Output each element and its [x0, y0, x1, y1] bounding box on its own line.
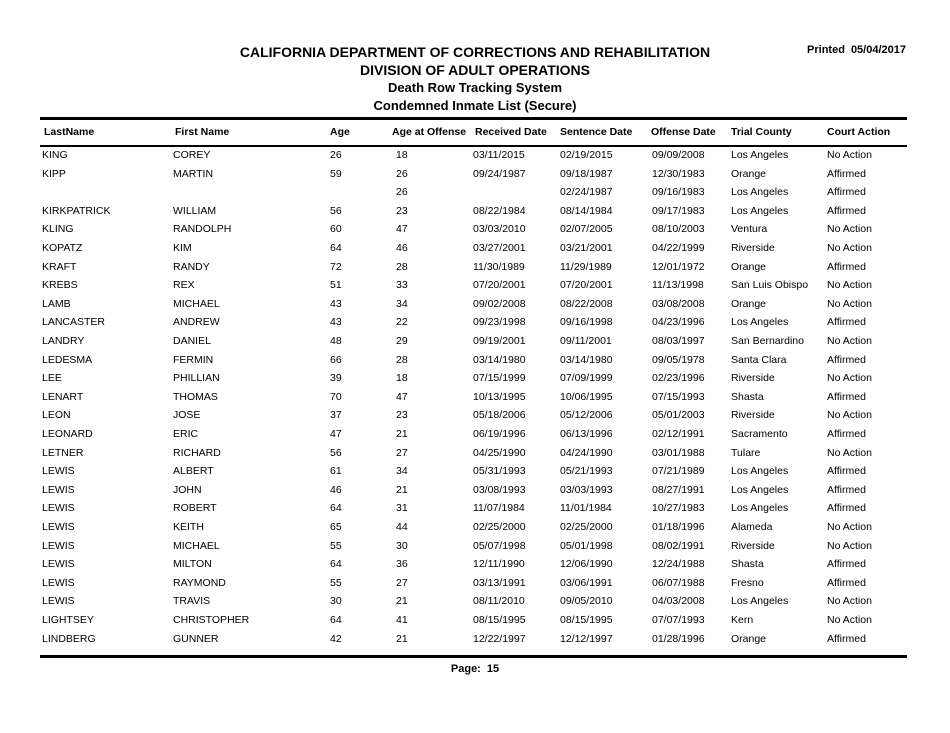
- cell-sentence-date: 08/15/1995: [560, 614, 613, 626]
- cell-sentence-date: 03/03/1993: [560, 483, 613, 496]
- cell-offense-date: 12/30/1983: [652, 167, 705, 180]
- cell-lastname: KOPATZ: [42, 242, 83, 254]
- cell-trial-county: Los Angeles: [731, 595, 789, 608]
- cell-trial-county: Los Angeles: [731, 465, 789, 478]
- cell-age-at-offense: 18: [396, 372, 408, 385]
- cell-lastname: LEWIS: [42, 502, 75, 515]
- cell-sentence-date: 02/19/2015: [560, 149, 613, 161]
- cell-offense-date: 09/17/1983: [652, 204, 705, 217]
- cell-trial-county: Los Angeles: [731, 483, 789, 496]
- cell-trial-county: Orange: [731, 167, 767, 180]
- cell-sentence-date: 07/20/2001: [560, 279, 613, 292]
- cell-court-action: Affirmed: [827, 465, 866, 478]
- cell-age-at-offense: 26: [396, 167, 408, 180]
- cell-age: 56: [330, 204, 342, 217]
- cell-age: 64: [330, 558, 342, 571]
- cell-age-at-offense: 30: [396, 539, 408, 552]
- cell-age: 64: [330, 614, 342, 626]
- cell-trial-county: Orange: [731, 260, 767, 273]
- cell-trial-county: Sacramento: [731, 428, 788, 440]
- cell-sentence-date: 08/22/2008: [560, 297, 613, 310]
- cell-age-at-offense: 28: [396, 260, 408, 273]
- cell-sentence-date: 12/06/1990: [560, 558, 613, 571]
- table-row: [0, 223, 950, 241]
- cell-age: 60: [330, 223, 342, 236]
- cell-trial-county: Alameda: [731, 521, 773, 533]
- cell-age: 56: [330, 446, 342, 459]
- table-row: [0, 521, 950, 539]
- cell-firstname: JOSE: [173, 409, 201, 422]
- cell-firstname: MILTON: [173, 558, 212, 571]
- cell-age-at-offense: 33: [396, 279, 408, 292]
- printed-label: Printed: [807, 44, 845, 56]
- cell-received-date: 07/20/2001: [473, 279, 526, 292]
- cell-court-action: No Action: [827, 595, 872, 608]
- cell-age: 43: [330, 297, 342, 310]
- cell-age-at-offense: 46: [396, 242, 408, 254]
- cell-trial-county: Riverside: [731, 242, 775, 254]
- cell-lastname: LEDESMA: [42, 353, 93, 366]
- cell-firstname: CHRISTOPHER: [173, 614, 250, 626]
- cell-sentence-date: 08/14/1984: [560, 204, 613, 217]
- cell-firstname: COREY: [173, 149, 211, 161]
- cell-age-at-offense: 41: [396, 614, 408, 626]
- table-row: [0, 279, 950, 297]
- cell-age-at-offense: 29: [396, 335, 408, 347]
- cell-age: 59: [330, 167, 342, 180]
- cell-offense-date: 02/12/1991: [652, 428, 705, 440]
- cell-age: 43: [330, 316, 342, 329]
- cell-firstname: MICHAEL: [173, 539, 220, 552]
- cell-age-at-offense: 23: [396, 409, 408, 422]
- cell-received-date: 09/24/1987: [473, 167, 526, 180]
- cell-firstname: DANIEL: [173, 335, 211, 347]
- page-label: Page:: [450, 663, 481, 675]
- table-row: [0, 428, 950, 446]
- cell-received-date: 08/22/1984: [473, 204, 526, 217]
- cell-lastname: LETNER: [42, 446, 84, 459]
- cell-firstname: WILLIAM: [173, 204, 217, 217]
- cell-trial-county: Riverside: [731, 372, 775, 385]
- cell-lastname: LENART: [42, 390, 84, 403]
- cell-court-action: No Action: [827, 335, 872, 347]
- cell-age: 51: [330, 279, 342, 292]
- cell-trial-county: Shasta: [731, 558, 764, 571]
- cell-firstname: ANDREW: [173, 316, 220, 329]
- cell-age: 55: [330, 539, 342, 552]
- cell-offense-date: 09/09/2008: [652, 149, 705, 161]
- cell-firstname: KEITH: [173, 521, 204, 533]
- cell-lastname: KLING: [42, 223, 74, 236]
- cell-firstname: GUNNER: [173, 632, 219, 645]
- cell-received-date: 03/14/1980: [473, 353, 526, 366]
- cell-lastname: LEON: [42, 409, 71, 422]
- printed-stamp: [807, 44, 906, 56]
- cell-offense-date: 08/10/2003: [652, 223, 705, 236]
- col-header-age: Age: [330, 126, 350, 138]
- cell-sentence-date: 03/14/1980: [560, 353, 613, 366]
- cell-court-action: Affirmed: [827, 390, 866, 403]
- cell-offense-date: 08/02/1991: [652, 539, 705, 552]
- cell-sentence-date: 04/24/1990: [560, 446, 613, 459]
- cell-offense-date: 02/23/1996: [652, 372, 705, 385]
- cell-sentence-date: 02/24/1987: [560, 186, 613, 199]
- cell-court-action: No Action: [827, 297, 872, 310]
- cell-court-action: Affirmed: [827, 260, 866, 273]
- cell-firstname: THOMAS: [173, 390, 218, 403]
- cell-court-action: No Action: [827, 446, 872, 459]
- cell-lastname: LEWIS: [42, 465, 75, 478]
- cell-received-date: 08/15/1995: [473, 614, 526, 626]
- cell-trial-county: Los Angeles: [731, 204, 789, 217]
- cell-firstname: PHILLIAN: [173, 372, 220, 385]
- cell-firstname: TRAVIS: [173, 595, 211, 608]
- cell-offense-date: 08/27/1991: [652, 483, 705, 496]
- report-system-name: Death Row Tracking System: [387, 80, 563, 95]
- table-row: [0, 409, 950, 427]
- cell-trial-county: Tulare: [731, 446, 761, 459]
- table-row: [0, 484, 950, 502]
- col-header-court-action: Court Action: [827, 126, 891, 138]
- cell-sentence-date: 05/21/1993: [560, 465, 613, 478]
- cell-trial-county: Fresno: [731, 576, 764, 589]
- cell-firstname: FERMIN: [173, 353, 214, 366]
- cell-court-action: No Action: [827, 614, 872, 626]
- cell-received-date: 12/11/1990: [473, 558, 525, 571]
- cell-sentence-date: 10/06/1995: [560, 390, 613, 403]
- cell-lastname: LEONARD: [42, 428, 93, 440]
- table-row: [0, 465, 950, 483]
- col-header-age-at-offense: Age at Offense: [392, 126, 467, 138]
- table-bottom-rule: [40, 655, 907, 658]
- cell-lastname: LEE: [42, 372, 62, 385]
- table-row: [0, 316, 950, 334]
- printed-date: 05/04/2017: [850, 44, 906, 56]
- cell-court-action: Affirmed: [827, 428, 866, 440]
- cell-court-action: No Action: [827, 539, 872, 552]
- cell-age-at-offense: 21: [396, 428, 408, 440]
- cell-court-action: No Action: [827, 149, 872, 161]
- cell-lastname: LINDBERG: [42, 632, 96, 645]
- cell-court-action: Affirmed: [827, 502, 866, 515]
- table-row: [0, 186, 950, 204]
- cell-received-date: 05/07/1998: [473, 539, 526, 552]
- cell-lastname: KING: [42, 149, 68, 161]
- col-header-lastname: LastName: [44, 126, 95, 138]
- page-number: 15: [486, 663, 500, 675]
- cell-received-date: 11/30/1989: [473, 260, 525, 273]
- cell-firstname: RANDOLPH: [173, 223, 232, 236]
- col-header-trial-county: Trial County: [731, 126, 792, 138]
- cell-age-at-offense: 21: [396, 483, 408, 496]
- report-division: DIVISION OF ADULT OPERATIONS: [360, 62, 590, 78]
- cell-trial-county: Shasta: [731, 390, 764, 403]
- cell-age-at-offense: 21: [396, 632, 408, 645]
- cell-offense-date: 04/23/1996: [652, 316, 705, 329]
- cell-lastname: LEWIS: [42, 521, 75, 533]
- cell-trial-county: Los Angeles: [731, 186, 789, 199]
- cell-trial-county: San Bernardino: [731, 335, 804, 347]
- cell-trial-county: Riverside: [731, 539, 775, 552]
- cell-sentence-date: 09/16/1998: [560, 316, 613, 329]
- cell-offense-date: 12/24/1988: [652, 558, 705, 571]
- cell-sentence-date: 02/07/2005: [560, 223, 613, 236]
- cell-age-at-offense: 36: [396, 558, 408, 571]
- table-row: [0, 595, 950, 613]
- cell-lastname: KREBS: [42, 279, 78, 292]
- cell-received-date: 08/11/2010: [473, 595, 525, 608]
- cell-lastname: LANDRY: [42, 335, 85, 347]
- cell-court-action: No Action: [827, 372, 872, 385]
- cell-received-date: 02/25/2000: [473, 521, 526, 533]
- header-bottom-rule: [40, 145, 907, 147]
- cell-age: 65: [330, 521, 342, 533]
- table-row: [0, 354, 950, 372]
- cell-court-action: No Action: [827, 279, 872, 292]
- cell-offense-date: 12/01/1972: [652, 260, 705, 273]
- cell-sentence-date: 09/11/2001: [560, 335, 612, 347]
- cell-court-action: No Action: [827, 242, 872, 254]
- cell-court-action: Affirmed: [827, 316, 866, 329]
- cell-age-at-offense: 34: [396, 465, 408, 478]
- cell-sentence-date: 11/29/1989: [560, 260, 612, 273]
- cell-offense-date: 03/08/2008: [652, 297, 705, 310]
- cell-sentence-date: 02/25/2000: [560, 521, 613, 533]
- cell-sentence-date: 11/01/1984: [560, 502, 612, 515]
- cell-firstname: MICHAEL: [173, 297, 220, 310]
- cell-firstname: RICHARD: [173, 446, 221, 459]
- cell-sentence-date: 09/18/1987: [560, 167, 613, 180]
- cell-received-date: 04/25/1990: [473, 446, 526, 459]
- cell-trial-county: Los Angeles: [731, 502, 789, 515]
- cell-age: 55: [330, 576, 342, 589]
- cell-age: 39: [330, 372, 342, 385]
- cell-firstname: MARTIN: [173, 167, 214, 180]
- cell-received-date: 03/27/2001: [473, 242, 526, 254]
- cell-lastname: LANCASTER: [42, 316, 106, 329]
- cell-trial-county: Ventura: [731, 223, 768, 236]
- cell-age: 64: [330, 242, 342, 254]
- cell-court-action: Affirmed: [827, 186, 866, 199]
- cell-sentence-date: 05/01/1998: [560, 539, 613, 552]
- cell-age-at-offense: 31: [396, 502, 408, 515]
- cell-sentence-date: 12/12/1997: [560, 632, 613, 645]
- cell-received-date: 09/19/2001: [473, 335, 526, 347]
- cell-age-at-offense: 23: [396, 204, 408, 217]
- cell-trial-county: Orange: [731, 632, 767, 645]
- cell-trial-county: Kern: [731, 614, 754, 626]
- cell-lastname: LEWIS: [42, 558, 75, 571]
- cell-age: 66: [330, 353, 342, 366]
- cell-lastname: LIGHTSEY: [42, 614, 94, 626]
- cell-age: 46: [330, 483, 342, 496]
- cell-trial-county: Los Angeles: [731, 316, 789, 329]
- cell-age-at-offense: 26: [396, 186, 408, 199]
- table-row: [0, 614, 950, 632]
- cell-age: 61: [330, 465, 342, 478]
- col-header-received-date: Received Date: [475, 126, 547, 138]
- cell-received-date: 07/15/1999: [473, 372, 526, 385]
- cell-firstname: KIM: [173, 242, 192, 254]
- cell-lastname: KIPP: [42, 167, 66, 180]
- cell-court-action: Affirmed: [827, 167, 866, 180]
- cell-firstname: RAYMOND: [173, 576, 226, 589]
- table-row: [0, 447, 950, 465]
- cell-age-at-offense: 27: [396, 446, 408, 459]
- table-row: [0, 298, 950, 316]
- cell-received-date: 05/18/2006: [473, 409, 526, 422]
- cell-age: 30: [330, 595, 342, 608]
- table-row: [0, 242, 950, 260]
- cell-received-date: 03/03/2010: [473, 223, 526, 236]
- cell-lastname: LEWIS: [42, 483, 75, 496]
- table-row: [0, 540, 950, 558]
- cell-received-date: 03/13/1991: [473, 576, 526, 589]
- cell-age-at-offense: 44: [396, 521, 408, 533]
- cell-received-date: 09/23/1998: [473, 316, 526, 329]
- cell-age-at-offense: 21: [396, 595, 408, 608]
- cell-lastname: KIRKPATRICK: [42, 204, 111, 217]
- cell-offense-date: 03/01/1988: [652, 446, 705, 459]
- cell-offense-date: 06/07/1988: [652, 576, 705, 589]
- table-row: [0, 335, 950, 353]
- cell-age-at-offense: 18: [396, 149, 408, 161]
- cell-lastname: LEWIS: [42, 576, 75, 589]
- cell-sentence-date: 03/06/1991: [560, 576, 613, 589]
- cell-court-action: No Action: [827, 409, 872, 422]
- cell-court-action: Affirmed: [827, 353, 866, 366]
- cell-court-action: Affirmed: [827, 558, 866, 571]
- cell-offense-date: 08/03/1997: [652, 335, 705, 347]
- cell-firstname: ALBERT: [173, 465, 214, 478]
- cell-sentence-date: 07/09/1999: [560, 372, 613, 385]
- cell-firstname: JOHN: [173, 483, 202, 496]
- cell-trial-county: Santa Clara: [731, 353, 787, 366]
- table-row: [0, 633, 950, 651]
- cell-age: 70: [330, 390, 342, 403]
- table-row: [0, 168, 950, 186]
- page-footer: [0, 663, 950, 675]
- table-row: [0, 205, 950, 223]
- table-row: [0, 372, 950, 390]
- cell-received-date: 06/19/1996: [473, 428, 526, 440]
- cell-offense-date: 04/03/2008: [652, 595, 705, 608]
- cell-court-action: Affirmed: [827, 204, 866, 217]
- table-row: [0, 502, 950, 520]
- table-row: [0, 558, 950, 576]
- report-list-name: Condemned Inmate List (Secure): [373, 98, 577, 113]
- cell-received-date: 12/22/1997: [473, 632, 526, 645]
- table-row: [0, 391, 950, 409]
- col-header-offense-date: Offense Date: [651, 126, 716, 138]
- cell-firstname: ERIC: [173, 428, 199, 440]
- col-header-sentence-date: Sentence Date: [560, 126, 633, 138]
- col-header-firstname: First Name: [175, 126, 230, 138]
- cell-age: 26: [330, 149, 342, 161]
- report-title: CALIFORNIA DEPARTMENT OF CORRECTIONS AND REHABILITATION: [239, 44, 711, 60]
- header-top-rule: [40, 117, 907, 120]
- cell-age-at-offense: 22: [396, 316, 408, 329]
- cell-lastname: LEWIS: [42, 539, 75, 552]
- cell-offense-date: 07/15/1993: [652, 390, 705, 403]
- cell-offense-date: 01/18/1996: [652, 521, 705, 533]
- cell-lastname: LEWIS: [42, 595, 75, 608]
- cell-age-at-offense: 47: [396, 390, 408, 403]
- cell-received-date: 11/07/1984: [473, 502, 525, 515]
- cell-firstname: REX: [173, 279, 195, 292]
- cell-trial-county: Riverside: [731, 409, 775, 422]
- cell-age: 72: [330, 260, 342, 273]
- cell-received-date: 10/13/1995: [473, 390, 526, 403]
- cell-trial-county: Los Angeles: [731, 149, 789, 161]
- cell-received-date: 03/08/1993: [473, 483, 526, 496]
- cell-lastname: LAMB: [42, 297, 71, 310]
- cell-court-action: Affirmed: [827, 483, 866, 496]
- cell-received-date: 09/02/2008: [473, 297, 526, 310]
- cell-age-at-offense: 28: [396, 353, 408, 366]
- table-row: [0, 577, 950, 595]
- cell-age: 64: [330, 502, 342, 515]
- cell-offense-date: 05/01/2003: [652, 409, 705, 422]
- cell-court-action: No Action: [827, 223, 872, 236]
- cell-offense-date: 09/16/1983: [652, 186, 705, 199]
- cell-received-date: 05/31/1993: [473, 465, 526, 478]
- table-row: [0, 149, 950, 167]
- cell-age: 37: [330, 409, 342, 422]
- cell-trial-county: San Luis Obispo: [731, 279, 809, 292]
- cell-sentence-date: 09/05/2010: [560, 595, 613, 608]
- cell-age-at-offense: 34: [396, 297, 408, 310]
- cell-offense-date: 04/22/1999: [652, 242, 705, 254]
- cell-offense-date: 09/05/1978: [652, 353, 705, 366]
- cell-sentence-date: 05/12/2006: [560, 409, 613, 422]
- cell-age-at-offense: 27: [396, 576, 408, 589]
- cell-offense-date: 07/21/1989: [652, 465, 705, 478]
- cell-age: 48: [330, 335, 342, 347]
- cell-age: 42: [330, 632, 342, 645]
- cell-offense-date: 01/28/1996: [652, 632, 705, 645]
- cell-offense-date: 11/13/1998: [652, 279, 704, 292]
- cell-age: 47: [330, 428, 342, 440]
- cell-age-at-offense: 47: [396, 223, 408, 236]
- cell-firstname: RANDY: [173, 260, 210, 273]
- cell-offense-date: 07/07/1993: [652, 614, 705, 626]
- cell-lastname: KRAFT: [42, 260, 77, 273]
- cell-court-action: No Action: [827, 521, 872, 533]
- cell-trial-county: Orange: [731, 297, 767, 310]
- cell-court-action: Affirmed: [827, 632, 866, 645]
- cell-sentence-date: 03/21/2001: [560, 242, 613, 254]
- cell-received-date: 03/11/2015: [473, 149, 525, 161]
- cell-offense-date: 10/27/1983: [652, 502, 705, 515]
- cell-firstname: ROBERT: [173, 502, 217, 515]
- table-row: [0, 261, 950, 279]
- cell-court-action: Affirmed: [827, 576, 866, 589]
- cell-sentence-date: 06/13/1996: [560, 428, 613, 440]
